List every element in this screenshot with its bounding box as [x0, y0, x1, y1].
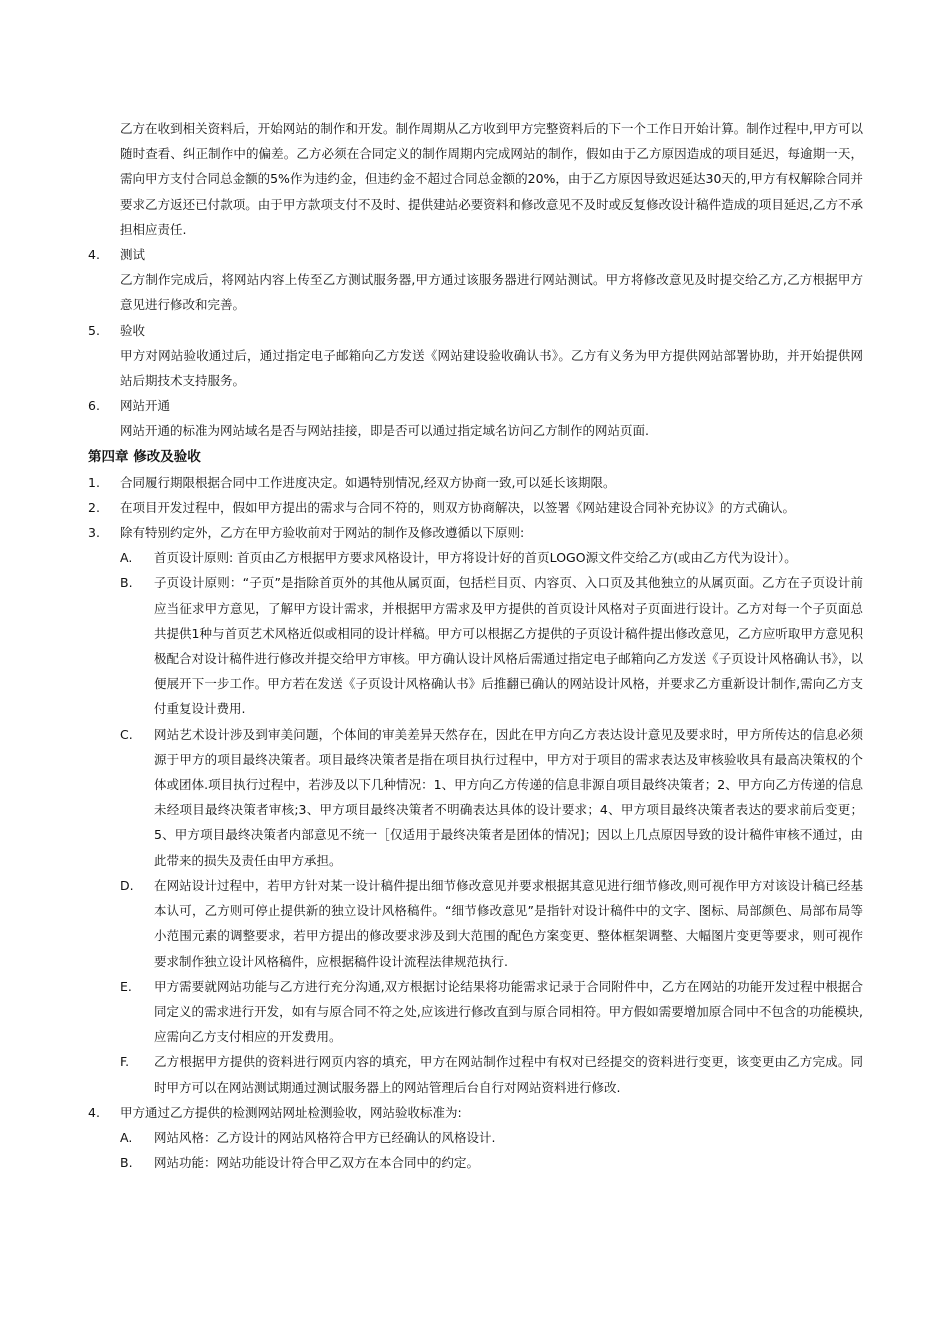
sub-item-letter: E.: [120, 978, 132, 994]
item-body: 甲方对网站验收通过后，通过指定电子邮箱向乙方发送《网站建设验收确认书》。乙方有义务为甲方提供网站部署协助，并开始提供网站后期技术支持服务。: [120, 347, 863, 389]
sub-item-e: [88, 974, 863, 1050]
item-title: 网站开通: [120, 398, 171, 414]
item-number: 5.: [88, 322, 100, 338]
acceptance-sub-item-a: [88, 1125, 863, 1150]
item-text: 在项目开发过程中，假如甲方提出的需求与合同不符的，则双方协商解决，以签署《网站建设合同补充协议》的方式确认。: [120, 499, 796, 515]
item-number: 6.: [88, 398, 100, 414]
chapter-item-1: [88, 470, 863, 495]
sub-item-text: 网站艺术设计涉及到审美问题，个体间的审美差异天然存在，因此在甲方向乙方表达设计意见及要求时，甲方所传达的信息必须源于甲方的项目最终决策者。项目最终决策者是指在项目执行过程中，甲方对于项目的需求表达及审核验收具有最高决策权的个体或团体.项目执行过程中，若涉及以下几种情况：1、甲方向乙方传递的信息非源自项目最终决策者；2、甲方向乙方传递的信息未经项目最终决策者审核;3、甲方项目最终决策者不明确表达具体的设计要求；4、甲方项目最终决策者表达的要求前后变更；5、甲方项目最终决策者内部意见不统一［仅适用于最终决策者是团体的情况]；因以上几点原因导致的设计稿件审核不通过，由此带来的损失及责任由甲方承担。: [154, 726, 863, 868]
item-number: 4.: [88, 247, 100, 263]
sub-item-letter: D.: [120, 877, 134, 893]
sub-item-f: [88, 1049, 863, 1099]
sub-item-letter: F.: [120, 1054, 130, 1070]
item-text: 甲方通过乙方提供的检测网站网址检测验收，网站验收标准为:: [120, 1104, 462, 1120]
intro-paragraph: 乙方在收到相关资料后，开始网站的制作和开发。制作周期从乙方收到甲方完整资料后的下一个工作日开始计算。制作过程中,甲方可以随时查看、纠正制作中的偏差。乙方必须在合同定义的制作周期内完成网站的制作，假如由于乙方原因造成的项目延迟，每逾期一天，需向甲方支付合同总金额的5%作为违约金，但违约金不超过合同总金额的20%，由于乙方原因导致迟延达30天的,甲方有权解除合同并要求乙方返还已付款项。由于甲方款项支付不及时、提供建站必要资料和修改意见不及时或反复修改设计稿件造成的项目延迟,乙方不承担相应责任.: [120, 121, 863, 237]
item-number: 1.: [88, 474, 100, 490]
document-content: [88, 116, 863, 1175]
list-item-5: [88, 318, 863, 343]
sub-item-text: 网站功能：网站功能设计符合甲乙双方在本合同中的约定。: [154, 1155, 480, 1171]
sub-item-c: [88, 722, 863, 873]
item-text: 除有特别约定外，乙方在甲方验收前对于网站的制作及修改遵循以下原则:: [120, 525, 525, 541]
sub-item-text: 乙方根据甲方提供的资料进行网页内容的填充，甲方在网站制作过程中有权对已经提交的资料进行变更，该变更由乙方完成。同时甲方可以在网站测试期通过测试服务器上的网站管理后台自行对网站资料进行修改.: [154, 1054, 863, 1095]
item-body: 乙方制作完成后，将网站内容上传至乙方测试服务器,甲方通过该服务器进行网站测试。甲方将修改意见及时提交给乙方,乙方根据甲方意见进行修改和完善。: [120, 272, 863, 313]
chapter-item-2: [88, 495, 863, 520]
sub-item-text: 子页设计原则：“子页”是指除首页外的其他从属页面，包括栏目页、内容页、入口页及其他独立的从属页面。乙方在子页设计前应当征求甲方意见，了解甲方设计需求，并根据甲方需求及甲方提供的首页设计风格对子页面进行设计。乙方对每一个子页面总共提供1种与首页艺术风格近似或相同的设计样稿。甲方可以根据乙方提供的子页设计稿件提出修改意见，乙方应听取甲方意见积极配合对设计稿件进行修改并提交给甲方审核。甲方确认设计风格后需通过指定电子邮箱向乙方发送《子页设计风格确认书》，以便展开下一步工作。甲方若在发送《子页设计风格确认书》后推翻已确认的网站设计风格，并要求乙方重新设计制作,需向乙方支付重复设计费用.: [154, 575, 863, 717]
sub-item-letter: B.: [120, 575, 133, 591]
item-number: 2.: [88, 499, 100, 515]
chapter-item-3: [88, 520, 863, 545]
sub-item-b: [88, 570, 863, 721]
sub-item-letter: B.: [120, 1155, 133, 1171]
sub-item-text: 在网站设计过程中，若甲方针对某一设计稿件提出细节修改意见并要求根据其意见进行细节修改,则可视作甲方对该设计稿已经基本认可，乙方则可停止提供新的独立设计风格稿件。“细节修改意见”是指针对设计稿件中的文字、图标、局部颜色、局部布局等小范围元素的调整要求，若甲方提出的修改要求涉及到大范围的配色方案变更、整体框架调整、大幅图片变更等要求，则可视作要求制作独立设计风格稿件，应根据稿件设计流程法律规范执行.: [154, 877, 863, 969]
item-title: 测试: [120, 247, 146, 263]
chapter-heading: 第四章 修改及验收: [88, 448, 201, 465]
chapter-item-4: [88, 1100, 863, 1125]
sub-item-a: [88, 545, 863, 570]
sub-item-text: 甲方需要就网站功能与乙方进行充分沟通,双方根据讨论结果将功能需求记录于合同附件中，乙方在网站的功能开发过程中根据合同定义的需求进行开发，如有与原合同不符之处,应该进行修改直到与原合同相符。甲方假如需要增加原合同中不包含的功能模块,应需向乙方支付相应的开发费用。: [154, 978, 863, 1045]
item-number: 3.: [88, 525, 100, 541]
item-text: 合同履行期限根据合同中工作进度决定。如遇特别情况,经双方协商一致,可以延长该期限。: [120, 474, 616, 490]
sub-item-text: 首页设计原则: 首页由乙方根据甲方要求风格设计，甲方将设计好的首页LOGO源文件交给乙方(或由乙方代为设计）。: [154, 550, 797, 566]
acceptance-sub-item-b: [88, 1150, 863, 1175]
sub-item-text: 网站风格：乙方设计的网站风格符合甲方已经确认的风格设计.: [154, 1129, 496, 1145]
list-item-6: [88, 393, 863, 418]
item-title: 验收: [120, 322, 146, 338]
item-number: 4.: [88, 1104, 100, 1120]
sub-item-letter: C.: [120, 726, 133, 742]
sub-item-d: [88, 873, 863, 974]
list-item-4: [88, 242, 863, 267]
sub-item-letter: A.: [120, 550, 133, 566]
sub-item-letter: A.: [120, 1129, 133, 1145]
item-body: 网站开通的标准为网站域名是否与网站挂接，即是否可以通过指定域名访问乙方制作的网站页面.: [120, 423, 649, 439]
